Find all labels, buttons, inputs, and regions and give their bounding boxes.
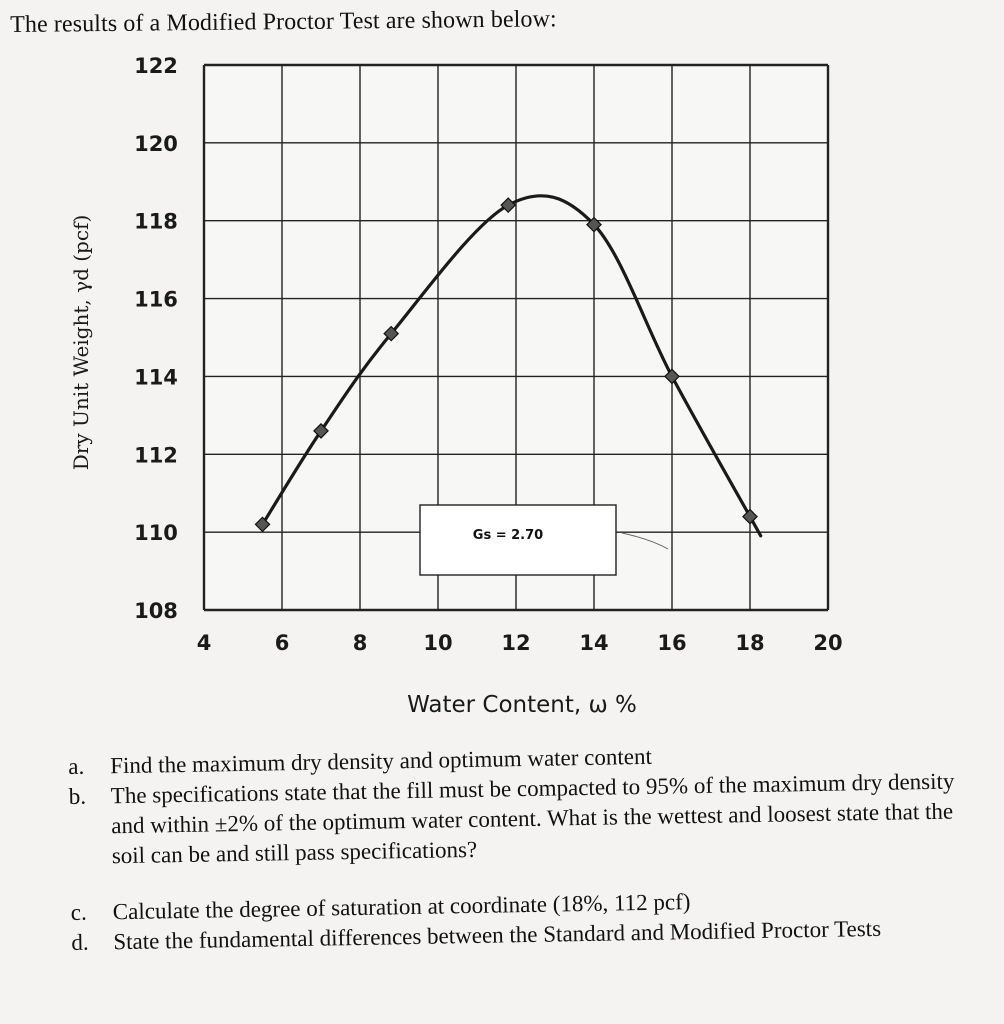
y-tick-label: 112 (134, 443, 178, 468)
y-tick-label: 118 (134, 209, 178, 234)
question-label: b. (68, 783, 87, 809)
question-label: c. (70, 899, 87, 925)
chart-svg (0, 55, 1004, 745)
y-tick-label: 114 (134, 365, 178, 390)
intro-text: The results of a Modified Proctor Test are shown below: (10, 6, 557, 38)
question-label: d. (71, 929, 89, 955)
question-text: Find the maximum dry density and optimum water content (110, 743, 653, 779)
question-label: a. (68, 753, 85, 779)
y-tick-label: 116 (134, 287, 178, 312)
question-b (69, 766, 970, 872)
x-tick-label: 4 (196, 631, 212, 655)
x-axis-title: Water Content, ω % (407, 692, 637, 718)
x-tick-label: 14 (579, 631, 609, 655)
x-tick-label: 18 (735, 631, 765, 655)
proctor-chart (0, 55, 1004, 745)
y-tick-label: 108 (134, 599, 178, 623)
y-axis-title: Dry Unit Weight, γd (pcf) (69, 214, 93, 471)
x-tick-label: 16 (657, 631, 687, 655)
x-tick-label: 6 (274, 631, 290, 655)
y-tick-label: 122 (134, 55, 178, 78)
x-tick-label: 10 (423, 631, 453, 655)
x-tick-label: 20 (813, 631, 843, 655)
question-text: The specifications state that the fill must be compacted to 95% of the maximum dry density and within ±2% of the optimum water content. What is the wettest and loosest state that the soil can be and still pass specifications? (110, 768, 955, 869)
y-tick-label: 110 (134, 521, 178, 546)
question-text: Calculate the degree of saturation at coordinate (18%, 112 pcf) (112, 889, 691, 925)
x-tick-label: 12 (501, 631, 531, 655)
x-tick-label: 8 (352, 631, 368, 655)
annotation-text: Gs = 2.70 (472, 528, 544, 543)
question-text: State the fundamental differences between the Standard and Modified Proctor Tests (113, 915, 882, 955)
y-tick-label: 120 (134, 131, 178, 156)
question-list (68, 736, 971, 958)
